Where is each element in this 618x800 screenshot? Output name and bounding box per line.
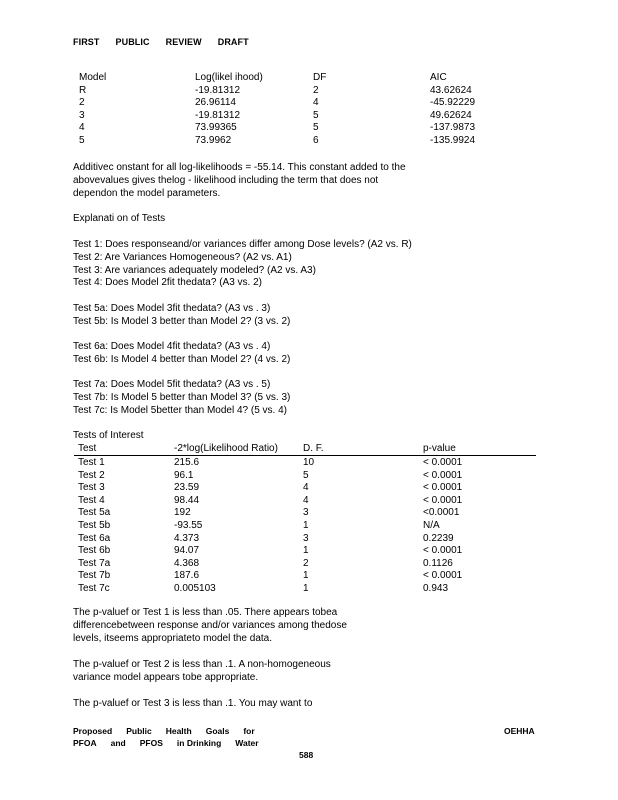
text-line: Test 5a: Does Model 3fit thedata? (A3 vs . 3) [73, 303, 271, 314]
table-cell: N/A [423, 519, 440, 531]
table-cell: 1 [303, 519, 309, 531]
table-cell: 26.96114 [195, 97, 236, 109]
footer-word: for [243, 726, 255, 736]
table-row [74, 520, 536, 533]
col-header: DF [313, 72, 327, 83]
table-row [74, 495, 536, 508]
footer-line [73, 737, 273, 749]
test-group-7 [73, 379, 473, 417]
footer-word: in Drinking [176, 738, 222, 748]
table-cell: 5 [313, 122, 319, 134]
table-cell: 3 [303, 532, 309, 544]
table-row [74, 558, 536, 571]
text-line: abovevalues gives thelog - likelihood including the term that does not [73, 174, 379, 186]
table-cell: < 0.0001 [423, 570, 463, 582]
interpretation-test1 [73, 607, 473, 645]
table-cell: 43.62624 [430, 84, 472, 96]
col-header: Model [79, 72, 107, 83]
table-cell: Test 4 [78, 494, 105, 506]
table-row [74, 507, 536, 520]
table-cell: <0.0001 [423, 507, 460, 519]
interpretation-test3 [73, 698, 473, 711]
table-cell: 4 [303, 482, 309, 494]
table-cell: Test 3 [78, 482, 105, 494]
table-cell: 23.59 [174, 482, 200, 494]
text-line: Test 2: Are Variances Homogeneous? (A2 vs. A1) [73, 251, 292, 263]
test-group-1 [73, 239, 493, 290]
page-number: 588 [299, 750, 314, 760]
text-line: variance model appears tobe appropriate. [73, 671, 259, 683]
table-cell: 1 [303, 582, 309, 594]
table-row [74, 570, 536, 583]
text-line: The p-valuef or Test 2 is less than .1. A non-homogeneous [73, 659, 331, 670]
table-cell: Test 5b [78, 519, 111, 531]
text-line: differencebetween response and/or variances among thedose [73, 619, 347, 631]
text-line: levels, itseems appropriateto model the data. [73, 632, 272, 644]
table-cell: 1 [303, 570, 309, 582]
table-cell: 4 [79, 122, 85, 134]
col-header: Log(likel ihood) [195, 72, 263, 83]
table-cell: 5 [79, 134, 85, 146]
table-cell: < 0.0001 [423, 482, 463, 494]
table-cell: Test 6b [78, 545, 111, 557]
table-cell: 94.07 [174, 545, 200, 557]
text-line: Additivec onstant for all log-likelihoods = -55.14. This constant added to the [73, 162, 406, 173]
table-row [74, 545, 536, 558]
header-word: DRAFT [217, 37, 249, 47]
test-group-6 [73, 341, 473, 367]
table-cell: 3 [303, 507, 309, 519]
table-cell: 49.62624 [430, 109, 472, 121]
page-header [73, 37, 265, 47]
footer-agency: OEHHA [504, 726, 535, 736]
table-cell: 73.9962 [195, 134, 232, 146]
table-cell: -19.81312 [195, 84, 241, 96]
table-cell: 2 [303, 557, 309, 569]
col-header: AIC [430, 72, 447, 83]
header-word: FIRST [73, 37, 100, 47]
table-cell: < 0.0001 [423, 469, 463, 481]
table-rule [74, 455, 536, 456]
table-cell: Test 7a [78, 557, 111, 569]
text-line: Test 6b: Is Model 4 better than Model 2? (4 vs. 2) [73, 353, 291, 365]
text-line: The p-valuef or Test 1 is less than .05. There appears tobea [73, 607, 338, 618]
table-row [74, 457, 536, 470]
header-word: PUBLIC [115, 37, 150, 47]
tests-of-interest-title: Tests of Interest [73, 430, 144, 441]
table-cell: 10 [303, 457, 315, 468]
text-line: Test 7a: Does Model 5fit thedata? (A3 vs . 5) [73, 379, 271, 390]
table-cell: Test 1 [78, 457, 105, 468]
table-cell: 192 [174, 507, 191, 519]
table-cell: 4 [303, 494, 309, 506]
tests-table-body [74, 457, 536, 596]
table-cell: Test 5a [78, 507, 111, 519]
table-cell: -93.55 [174, 519, 203, 531]
table-cell: 187.6 [174, 570, 200, 582]
table-row [74, 583, 536, 596]
col-header: Test [78, 443, 97, 454]
table-cell: 6 [313, 134, 319, 146]
table-cell: Test 7b [78, 570, 111, 582]
table-row [74, 533, 536, 546]
table-row [74, 482, 536, 495]
footer-word: Public [126, 726, 152, 736]
table-cell: 73.99365 [195, 122, 237, 134]
table-cell: 4.373 [174, 532, 200, 544]
col-header: p-value [423, 443, 456, 454]
text-line: Test 7c: Is Model 5better than Model 4? (5 vs. 4) [73, 404, 287, 416]
table-cell: < 0.0001 [423, 545, 463, 557]
footer-word: PFOS [139, 738, 163, 748]
table-row [74, 470, 536, 483]
tests-table-header [74, 443, 536, 456]
text-line: The p-valuef or Test 3 is less than .1. You may want to [73, 698, 313, 709]
text-line: Test 5b: Is Model 3 better than Model 2? (3 vs. 2) [73, 315, 291, 327]
table-cell: 215.6 [174, 457, 200, 468]
footer-word: Goals [205, 726, 230, 736]
text-line: dependon the model parameters. [73, 187, 221, 199]
table-cell: 98.44 [174, 494, 200, 506]
table-cell: Test 6a [78, 532, 111, 544]
additive-constant-note [73, 162, 473, 200]
text-line: Test 6a: Does Model 4fit thedata? (A3 vs . 4) [73, 341, 271, 352]
table-cell: -19.81312 [195, 109, 241, 121]
table-cell: 2 [79, 97, 85, 109]
footer-line [73, 725, 273, 737]
table-cell: 4.368 [174, 557, 200, 569]
table-cell: < 0.0001 [423, 494, 463, 506]
interpretation-test2 [73, 659, 473, 685]
footer-word: and [110, 738, 126, 748]
col-header: D. F. [303, 443, 324, 454]
footer-word: Proposed [73, 726, 113, 736]
table-cell: -137.9873 [430, 122, 476, 134]
table-cell: -135.9924 [430, 134, 476, 146]
col-header: -2*log(Likelihood Ratio) [174, 443, 278, 454]
text-line: Test 1: Does responseand/or variances differ among Dose levels? (A2 vs. R) [73, 239, 412, 250]
table-cell: 4 [313, 97, 319, 109]
table-cell: Test 7c [78, 582, 110, 594]
text-line: Test 4: Does Model 2fit thedata? (A3 vs. 2) [73, 277, 262, 289]
tests-table [74, 443, 536, 456]
table-cell: 2 [313, 84, 319, 96]
table-cell: -45.92229 [430, 97, 476, 109]
footer-word: Water [235, 738, 259, 748]
test-group-5 [73, 303, 473, 329]
table-cell: 0.943 [423, 582, 449, 594]
table-cell: < 0.0001 [423, 457, 463, 468]
table-cell: 96.1 [174, 469, 194, 481]
header-word: REVIEW [165, 37, 202, 47]
table-cell: 0.2239 [423, 532, 454, 544]
explanation-title: Explanati on of Tests [73, 213, 166, 224]
text-line: Test 3: Are variances adequately modeled? (A2 vs. A3) [73, 264, 316, 276]
table-cell: 0.1126 [423, 557, 453, 569]
table-cell: Test 2 [78, 469, 105, 481]
table-cell: 3 [79, 109, 85, 121]
table-cell: R [79, 84, 87, 96]
footer-title [73, 725, 273, 749]
footer-word: PFOA [73, 738, 97, 748]
table-cell: 5 [313, 109, 319, 121]
table-cell: 1 [303, 545, 309, 557]
table-cell: 0.005103 [174, 582, 216, 594]
table-cell: 5 [303, 469, 309, 481]
footer-word: Health [165, 726, 192, 736]
text-line: Test 7b: Is Model 5 better than Model 3? (5 vs. 3) [73, 391, 291, 403]
